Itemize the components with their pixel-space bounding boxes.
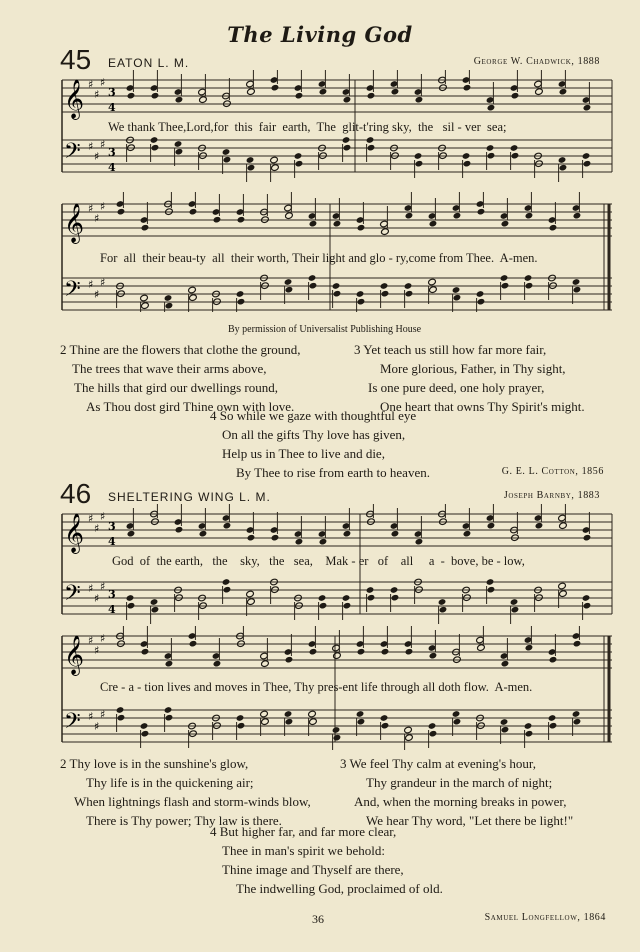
note-head [236,290,245,298]
note-head [429,220,438,228]
note-head [141,730,150,738]
note-head [462,152,471,160]
stanza-45-2: 2 Thine are the flowers that clothe the ground, The trees that wave their arms above, The hills that gird our dwellings round, As Thou dost gird Thine own with love. [60,342,301,414]
note-head [391,88,400,96]
note-head [295,92,304,100]
note-head [333,220,342,228]
treble-clef-icon: 𝄞 [64,203,85,243]
note-head [573,718,582,726]
note-head [357,648,366,656]
note-head [319,88,328,96]
note-head [501,282,510,290]
note-head [559,88,568,96]
svg-text:4: 4 [108,161,116,174]
note-head [333,290,342,298]
note-head [222,578,231,586]
composer-credit-45: George W. Chadwick, 1888 [473,56,600,67]
note-head [284,710,293,718]
note-head [295,160,304,168]
sharp-icon: ♯ [100,138,106,151]
note-head [213,216,222,224]
note-head [380,714,389,722]
note-head [582,152,591,160]
svg-text:4: 4 [108,603,116,616]
note-head [367,594,376,602]
note-head [270,156,279,164]
svg-text:3: 3 [108,86,116,99]
section-title: The Living God [227,22,413,47]
note-head [381,290,390,298]
stanza-46-3: 3 We feel Thy calm at evening's hour, Thy grandeur in the march of night; And, when the morning breaks in power, We hear Thy word, "Let there be light!" [340,756,574,828]
composer-credit-46: Joseph Barnby, 1883 [503,490,600,501]
stanza-46-2: 2 Thy love is in the sunshine's glow, Thy life is in the quickening air; When lightnings flash and storm-winds blow, There is Thy power; Thy law is there. [60,756,311,828]
sharp-icon: ♯ [94,88,100,101]
note-head [294,152,303,160]
note-head [429,730,438,738]
note-head [343,96,352,104]
svg-text:♯: ♯ [100,580,106,593]
note-head [415,160,424,168]
note-head [356,290,365,298]
note-head [405,648,414,656]
stanza-45-4: 4 So while we gaze with thoughtful eye On all the gifts Thy love has given, Help us in Thee to live and die, By Thee to rise from earth to heaven. [210,408,430,480]
stanza-45-3: 3 Yet teach us still how far more fair, More glorious, Father, in Thy sight, Is one pure deed, one holy prayer, One heart that owns Thy Spirit's might. [354,342,585,414]
svg-text:♯: ♯ [94,522,100,535]
note-head [438,598,447,606]
svg-text:3: 3 [108,588,116,601]
note-head [117,714,126,722]
note-head [391,530,400,538]
bass-clef-icon: 𝄢 [64,139,81,169]
note-head [260,710,269,718]
note-head [295,538,304,546]
note-head [164,294,173,302]
note-head [271,164,280,172]
note-head [151,606,160,614]
note-head [357,718,366,726]
note-head [261,660,270,668]
note-head [332,726,341,734]
svg-text:♯: ♯ [100,200,106,213]
sharp-icon: ♯ [94,150,100,163]
note-head [126,594,135,602]
treble-clef-icon: 𝄞 [64,79,85,119]
sharp-icon: ♯ [88,78,94,91]
author-credit-45: G. E. L. Cotton, 1856 [501,466,604,477]
svg-text:3: 3 [108,520,116,533]
note-head [501,726,510,734]
note-head [151,92,160,100]
note-head [548,714,557,722]
note-head [500,718,509,726]
note-head [558,582,567,590]
note-head [213,660,222,668]
note-head [510,144,519,152]
note-head [381,722,390,730]
note-head [381,228,390,236]
note-head [572,278,581,286]
note-head [366,136,375,144]
tune-name-46: SHELTERING WING L. M. [108,490,271,504]
lyric-line-46-2: Cre - a - tion lives and moves in Thee, Thy pres-ent life through all doth flow. A-men. [100,680,533,694]
note-head [573,640,582,648]
note-head [559,522,568,530]
note-head [573,286,582,294]
note-head [247,598,256,606]
note-head [356,710,365,718]
note-head [271,534,280,542]
note-head [463,84,472,92]
note-head [524,722,533,730]
svg-text:♯: ♯ [100,510,106,523]
tune-name-45: EATON L. M. [108,56,190,70]
note-head [175,96,184,104]
bass-staff [62,140,612,172]
note-head [127,602,136,610]
note-head [141,224,150,232]
svg-text:♯: ♯ [88,634,94,647]
note-head [535,522,544,530]
note-head [127,530,136,538]
note-head [511,92,520,100]
svg-text:♯: ♯ [94,720,100,733]
note-head [477,644,486,652]
note-head [150,598,159,606]
note-head [309,718,318,726]
note-head [342,594,351,602]
note-head [236,714,245,722]
note-head [285,656,294,664]
note-head [357,224,366,232]
note-head [381,648,390,656]
note-head [453,294,462,302]
note-head [367,92,376,100]
note-head [343,602,352,610]
note-head [415,96,424,104]
note-head [572,710,581,718]
note-head [500,274,509,282]
note-head [487,104,496,112]
note-head [140,722,149,730]
note-head [429,652,438,660]
note-head [511,606,520,614]
hymn-number-45: 45 [60,44,92,75]
note-head [525,282,534,290]
note-head [165,660,174,668]
note-head [487,152,496,160]
note-head [380,282,389,290]
note-head [404,282,413,290]
note-head [404,726,413,734]
note-head [525,730,534,738]
note-head [525,212,534,220]
note-head [151,144,160,152]
note-head [453,718,462,726]
note-head [319,602,328,610]
note-head [439,606,448,614]
note-head [285,212,294,220]
note-head [428,278,437,286]
svg-text:♯: ♯ [100,708,106,721]
note-head [414,152,423,160]
note-head [285,718,294,726]
note-head [452,710,461,718]
note-head [583,602,592,610]
note-head [333,652,342,660]
note-head [476,290,485,298]
svg-text:♯: ♯ [88,278,94,291]
note-head [140,294,149,302]
svg-text:♯: ♯ [88,582,94,595]
note-head [501,220,510,228]
svg-text:♯: ♯ [94,592,100,605]
note-head [309,220,318,228]
note-head [308,274,317,282]
page-number: 36 [312,912,324,926]
note-head [390,586,399,594]
note-head [175,148,184,156]
note-head [549,722,558,730]
note-head [477,298,486,306]
note-head [357,298,366,306]
svg-text:♯: ♯ [94,212,100,225]
note-head [247,164,256,172]
note-head [165,714,174,722]
lyric-line-46-1: God of the earth, the sky, the sea, Mak - er of all a - bove, be - low, [112,554,525,568]
note-head [309,648,318,656]
bass-clef-icon: 𝄢 [64,581,81,611]
note-head [165,302,174,310]
note-head [319,538,328,546]
sharp-icon: ♯ [88,140,94,153]
svg-text:3: 3 [108,146,116,159]
note-head [342,136,351,144]
svg-text:♯: ♯ [94,288,100,301]
permission-note: By permission of Universalist Publishing House [228,324,422,335]
note-head [477,208,486,216]
note-head [189,640,198,648]
note-head [308,710,317,718]
note-head [332,282,341,290]
note-head [309,282,318,290]
note-head [549,224,558,232]
note-head [525,644,534,652]
note-head [367,144,376,152]
svg-text:♯: ♯ [94,644,100,657]
note-head [223,586,232,594]
note-head [391,594,400,602]
stanza-46-4: 4 But higher far, and far more clear, Thee in man's spirit we behold: Thine image and Thyself are there, The indwelling God, proclaimed of old. [210,824,443,896]
note-head [285,286,294,294]
note-head [415,538,424,546]
lyric-line-45-1: We thank Thee,Lord,for this fair earth, The glit-t'ring sky, the sil - ver sea; [108,120,507,134]
note-head [535,88,544,96]
svg-text:♯: ♯ [88,710,94,723]
note-head [583,534,592,542]
bass-clef-icon: 𝄢 [64,277,81,307]
author-credit-46: Samuel Longfellow, 1864 [484,912,606,923]
note-head [189,208,198,216]
note-head [559,590,568,598]
note-head [199,96,208,104]
sharp-icon: ♯ [100,76,106,89]
note-head [247,534,256,542]
note-head [510,598,519,606]
note-head [549,656,558,664]
note-head [463,160,472,168]
note-head [247,88,256,96]
note-head [141,302,150,310]
svg-text:4: 4 [108,101,116,114]
note-head [223,156,232,164]
note-head [559,164,568,172]
note-head [487,586,496,594]
hymn-number-46: 46 [60,478,92,509]
svg-text:♯: ♯ [100,276,106,289]
note-head [188,286,197,294]
note-head [486,578,495,586]
note-head [175,526,184,534]
note-head [501,660,510,668]
note-head [127,92,136,100]
note-head [164,706,173,714]
note-head [246,156,255,164]
note-head [237,298,246,306]
note-head [583,160,592,168]
note-head [116,706,125,714]
note-head [428,722,437,730]
note-head [246,590,255,598]
svg-text:♯: ♯ [88,512,94,525]
note-head [271,84,280,92]
note-head [487,522,496,530]
note-head [284,278,293,286]
note-head [429,286,438,294]
note-head [583,104,592,112]
note-head [511,152,520,160]
note-head [524,274,533,282]
svg-text:♯: ♯ [100,632,106,645]
note-head [237,722,246,730]
note-head [366,586,375,594]
note-head [189,294,198,302]
lyric-line-45-2: For all their beau-ty all their worth, Their light and glo - ry,come from Thee. A-men. [100,251,538,265]
note-head [486,144,495,152]
note-head [573,212,582,220]
note-head [558,156,567,164]
note-head [343,530,352,538]
note-head [117,208,126,216]
note-head [452,286,461,294]
note-head [318,594,327,602]
note-head [343,144,352,152]
bass-clef-icon: 𝄢 [64,709,81,739]
treble-clef-icon: 𝄞 [64,513,85,553]
treble-clef-icon: 𝄞 [64,635,85,675]
note-head [333,734,342,742]
note-head [463,530,472,538]
note-head [150,136,159,144]
note-head [141,648,150,656]
note-head [405,212,414,220]
note-head [222,148,231,156]
note-head [261,718,270,726]
treble-staff [62,80,612,112]
note-head [405,734,414,742]
note-head [453,212,462,220]
svg-text:♯: ♯ [88,202,94,215]
note-head [237,216,246,224]
note-head [199,530,208,538]
note-head [174,140,183,148]
svg-text:4: 4 [108,535,116,548]
note-head [405,290,414,298]
note-head [582,594,591,602]
note-head [223,522,232,530]
